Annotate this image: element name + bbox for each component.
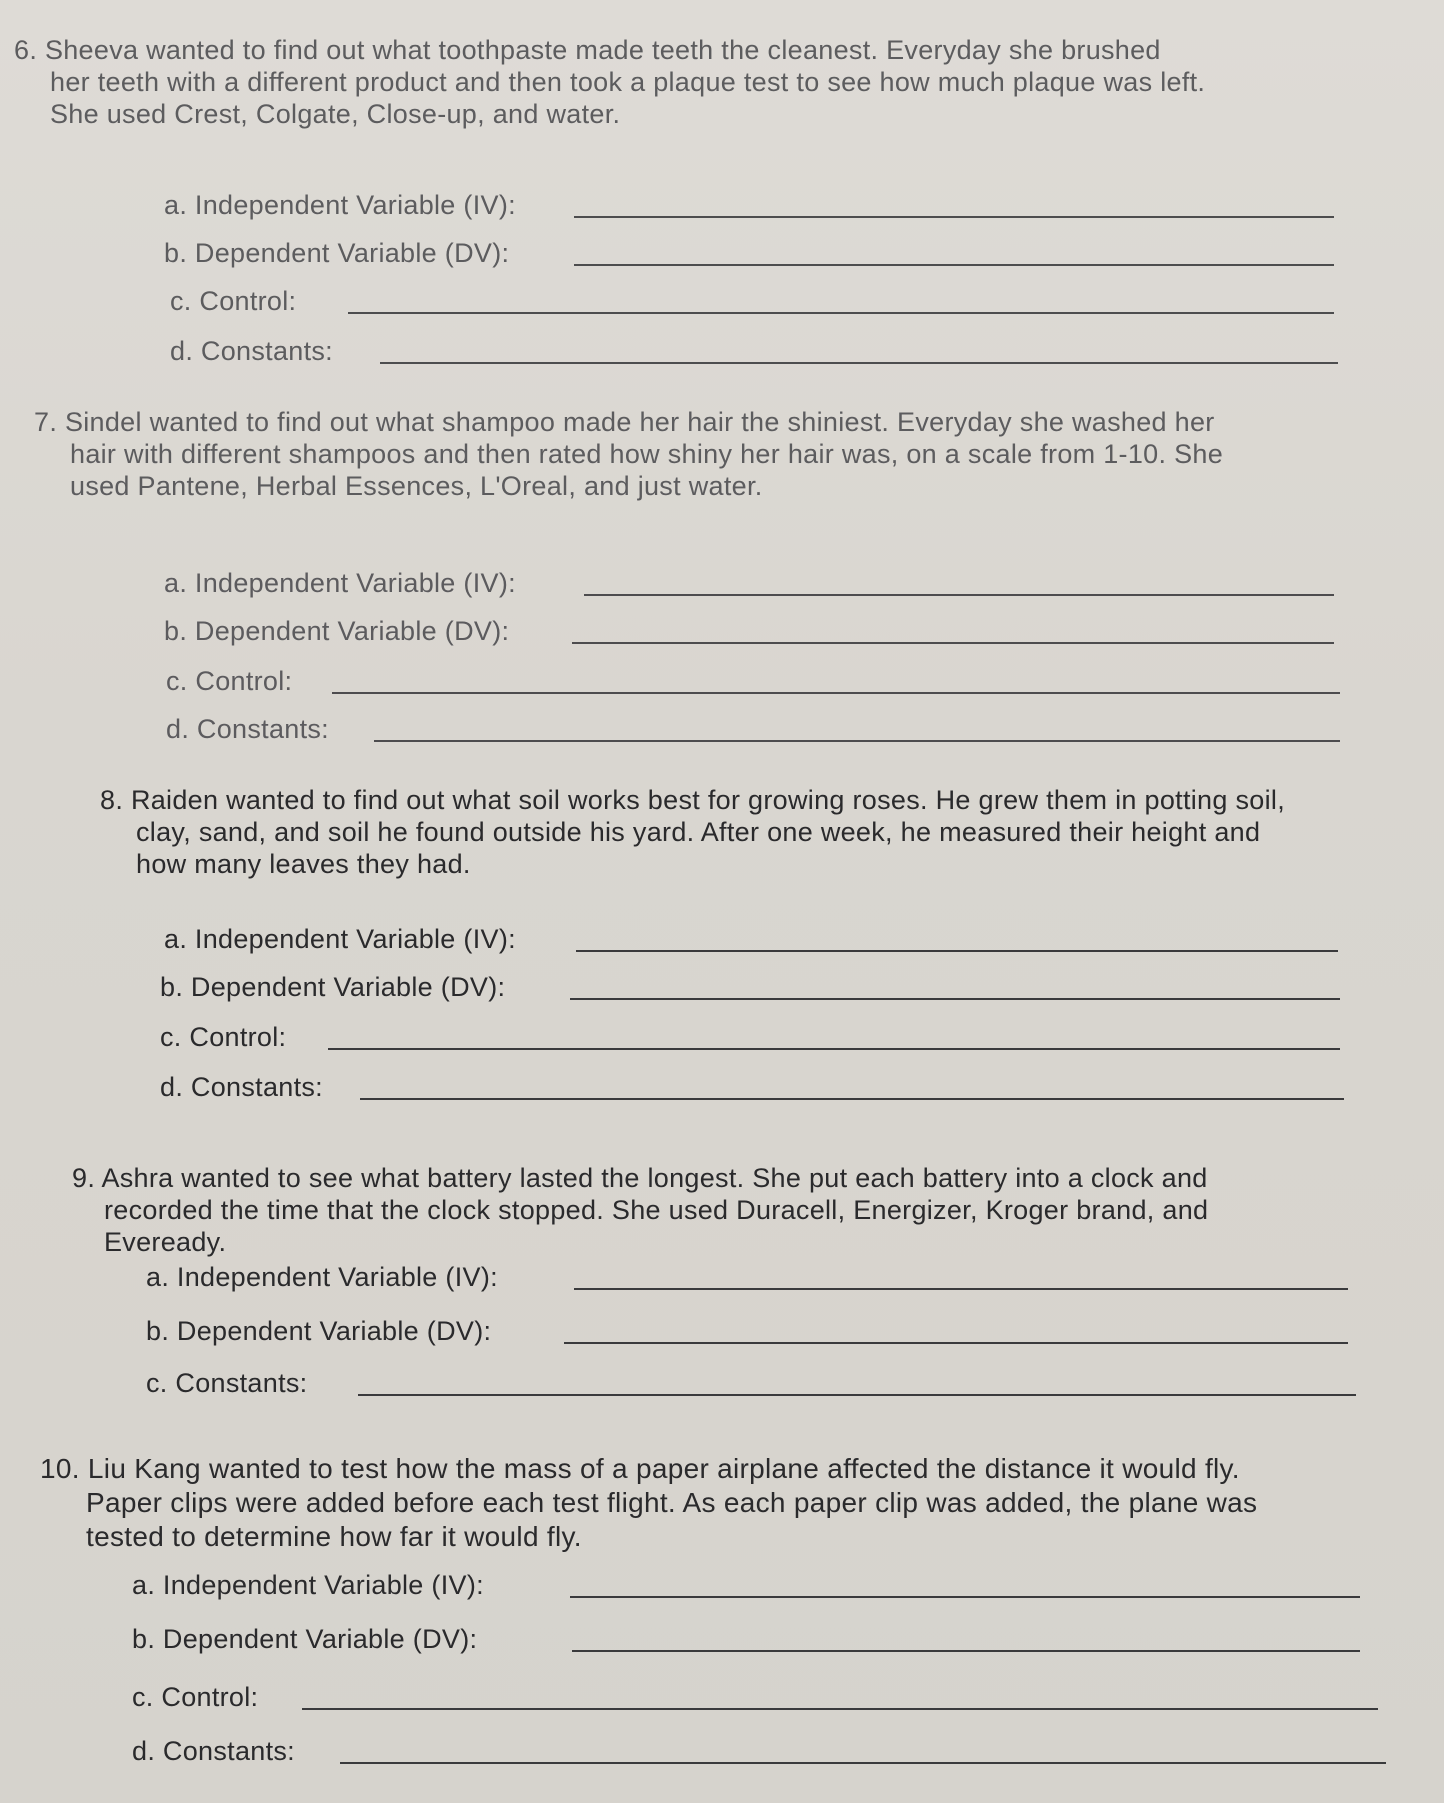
- answer-label: c. Control:: [170, 286, 297, 316]
- question-text-line: Paper clips were added before each test flight. As each paper clip was added, the plane was: [86, 1487, 1258, 1518]
- answer-blank[interactable]: [576, 950, 1338, 952]
- answer-row-control: [166, 664, 1346, 698]
- question-number: 10.: [40, 1453, 80, 1484]
- question-text-line: Sheeva wanted to find out what toothpaste made teeth the cleanest. Everyday she brushed: [44, 35, 1161, 65]
- question-10-line-1: [40, 1452, 1257, 1486]
- answer-row-constants: [132, 1734, 1382, 1768]
- answer-label: c. Constants:: [146, 1368, 308, 1398]
- question-8-line-1: [100, 784, 1285, 816]
- answer-row-dv: [132, 1622, 1382, 1656]
- answer-label: a. Independent Variable (IV):: [132, 1570, 484, 1600]
- answer-row-dv: [160, 970, 1340, 1004]
- question-text-line: her teeth with a different product and then took a plaque test to see how much plaque was left.: [50, 67, 1206, 97]
- answer-blank[interactable]: [572, 1650, 1360, 1652]
- question-number: 6.: [14, 35, 38, 65]
- question-text-line: clay, sand, and soil he found outside his yard. After one week, he measured their height and: [136, 817, 1261, 847]
- answer-blank[interactable]: [358, 1394, 1356, 1396]
- answer-blank[interactable]: [332, 692, 1340, 694]
- answer-row-constants: [160, 1070, 1340, 1104]
- question-text-line: Ashra wanted to see what battery lasted the longest. She put each battery into a clock and: [101, 1163, 1208, 1193]
- answer-blank[interactable]: [584, 594, 1334, 596]
- question-number: 8.: [100, 785, 124, 815]
- question-text-line: Sindel wanted to find out what shampoo made her hair the shiniest. Everyday she washed her: [64, 407, 1215, 437]
- answer-blank[interactable]: [574, 1288, 1348, 1290]
- question-9-line-1: [72, 1162, 1208, 1194]
- answer-label: b. Dependent Variable (DV):: [164, 238, 510, 268]
- answer-blank[interactable]: [570, 1596, 1360, 1598]
- answer-row-iv: [164, 188, 1344, 222]
- question-6-text: [14, 34, 1205, 130]
- question-7-text: [34, 406, 1223, 502]
- question-7-line-1: [34, 406, 1223, 438]
- answer-label: c. Control:: [160, 1022, 287, 1052]
- question-text-line: used Pantene, Herbal Essences, L'Oreal, and just water.: [70, 471, 763, 501]
- answer-row-dv: [146, 1314, 1366, 1348]
- question-text-line: hair with different shampoos and then rated how shiny her hair was, on a scale from 1-10. She: [70, 439, 1224, 469]
- question-text-line: recorded the time that the clock stopped. She used Duracell, Energizer, Kroger brand, and: [104, 1195, 1209, 1225]
- answer-label: b. Dependent Variable (DV):: [164, 616, 510, 646]
- answer-label: a. Independent Variable (IV):: [164, 568, 516, 598]
- answer-row-dv: [164, 236, 1344, 270]
- question-text-line: tested to determine how far it would fly.: [86, 1521, 582, 1552]
- answer-blank[interactable]: [574, 216, 1334, 218]
- answer-label: d. Constants:: [166, 714, 329, 744]
- answer-label: a. Independent Variable (IV):: [146, 1262, 498, 1292]
- answer-blank[interactable]: [360, 1098, 1344, 1100]
- question-number: 7.: [34, 407, 58, 437]
- answer-label: d. Constants:: [170, 336, 333, 366]
- answer-label: c. Control:: [166, 666, 293, 696]
- answer-blank[interactable]: [302, 1708, 1378, 1710]
- question-text-line: She used Crest, Colgate, Close-up, and water.: [50, 99, 621, 129]
- answer-row-constants: [146, 1366, 1366, 1400]
- question-8-text: [100, 784, 1285, 880]
- answer-label: a. Independent Variable (IV):: [164, 190, 516, 220]
- answer-row-iv: [146, 1260, 1366, 1294]
- answer-blank[interactable]: [570, 998, 1340, 1000]
- answer-label: d. Constants:: [132, 1736, 295, 1766]
- answer-label: b. Dependent Variable (DV):: [160, 972, 506, 1002]
- answer-row-control: [160, 1020, 1340, 1054]
- answer-row-dv: [164, 614, 1344, 648]
- answer-blank[interactable]: [348, 312, 1334, 314]
- answer-row-control: [170, 284, 1350, 318]
- question-9-text: [72, 1162, 1208, 1258]
- question-text-line: how many leaves they had.: [136, 849, 471, 879]
- answer-row-iv: [132, 1568, 1382, 1602]
- question-10-text: [40, 1452, 1257, 1554]
- answer-label: c. Control:: [132, 1682, 259, 1712]
- question-text-line: Liu Kang wanted to test how the mass of a paper airplane affected the distance it would fly.: [87, 1453, 1240, 1484]
- question-text-line: Eveready.: [104, 1227, 227, 1257]
- answer-blank[interactable]: [564, 1342, 1348, 1344]
- answer-row-constants: [170, 334, 1350, 368]
- answer-label: d. Constants:: [160, 1072, 323, 1102]
- answer-row-control: [132, 1680, 1382, 1714]
- answer-label: a. Independent Variable (IV):: [164, 924, 516, 954]
- answer-blank[interactable]: [328, 1048, 1340, 1050]
- question-6-line-1: [14, 34, 1205, 66]
- answer-row-iv: [164, 922, 1344, 956]
- answer-blank[interactable]: [374, 740, 1340, 742]
- answer-row-iv: [164, 566, 1344, 600]
- answer-blank[interactable]: [574, 264, 1334, 266]
- answer-blank[interactable]: [340, 1762, 1386, 1764]
- question-text-line: Raiden wanted to find out what soil works best for growing roses. He grew them in potting soil,: [130, 785, 1285, 815]
- answer-blank[interactable]: [380, 362, 1338, 364]
- answer-row-constants: [166, 712, 1346, 746]
- answer-label: b. Dependent Variable (DV):: [146, 1316, 492, 1346]
- answer-blank[interactable]: [572, 642, 1334, 644]
- question-number: 9.: [72, 1163, 96, 1193]
- answer-label: b. Dependent Variable (DV):: [132, 1624, 478, 1654]
